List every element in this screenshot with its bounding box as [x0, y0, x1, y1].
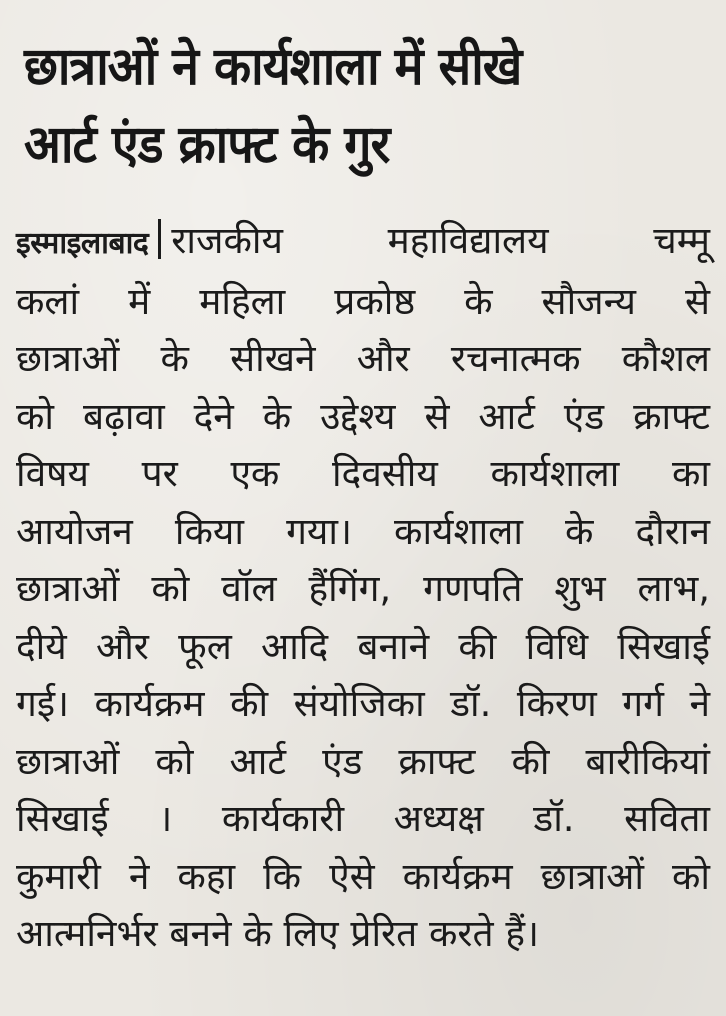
- body-line: छात्राओं को वॉल हैंगिंग, गणपति शुभ लाभ,: [16, 567, 710, 610]
- headline: [24, 28, 666, 184]
- body-line: कुमारी ने कहा कि ऐसे कार्यक्रम छात्राओं को: [16, 854, 710, 898]
- body-line: गई। कार्यक्रम की संयोजिका डॉ. किरण गर्ग ने: [16, 682, 710, 725]
- body-line-1: [16, 212, 710, 273]
- article-body: [16, 212, 710, 963]
- body-line: सिखाई । कार्यकारी अध्यक्ष डॉ. सविता: [16, 797, 710, 840]
- body-line: आयोजन किया गया। कार्यशाला के दौरान: [16, 509, 710, 553]
- headline-line-1: छात्राओं ने कार्यशाला में सीखे: [24, 37, 522, 97]
- body-line: दीये और फूल आदि बनाने की विधि सिखाई: [16, 624, 710, 668]
- dateline: इस्माइलाबाद: [16, 226, 149, 261]
- dateline-separator: [158, 219, 161, 259]
- headline-line-2: आर्ट एंड क्राफ्ट के गुर: [24, 115, 390, 175]
- body-line: छात्राओं के सीखने और रचनात्मक कौशल: [16, 337, 710, 380]
- body-line: कलां में महिला प्रकोष्ठ के सौजन्य से: [16, 279, 710, 323]
- body-line: छात्राओं को आर्ट एंड क्राफ्ट की बारीकियां: [16, 739, 710, 783]
- body-line: विषय पर एक दिवसीय कार्यशाला का: [16, 452, 710, 495]
- body-line-1-text: राजकीय महाविद्यालय चम्मू: [171, 219, 710, 262]
- body-line: आत्मनिर्भर बनने के लिए प्रेरित करते हैं।: [16, 912, 540, 955]
- body-line: को बढ़ावा देने के उद्देश्य से आर्ट एंड क्राफ्ट: [16, 394, 710, 438]
